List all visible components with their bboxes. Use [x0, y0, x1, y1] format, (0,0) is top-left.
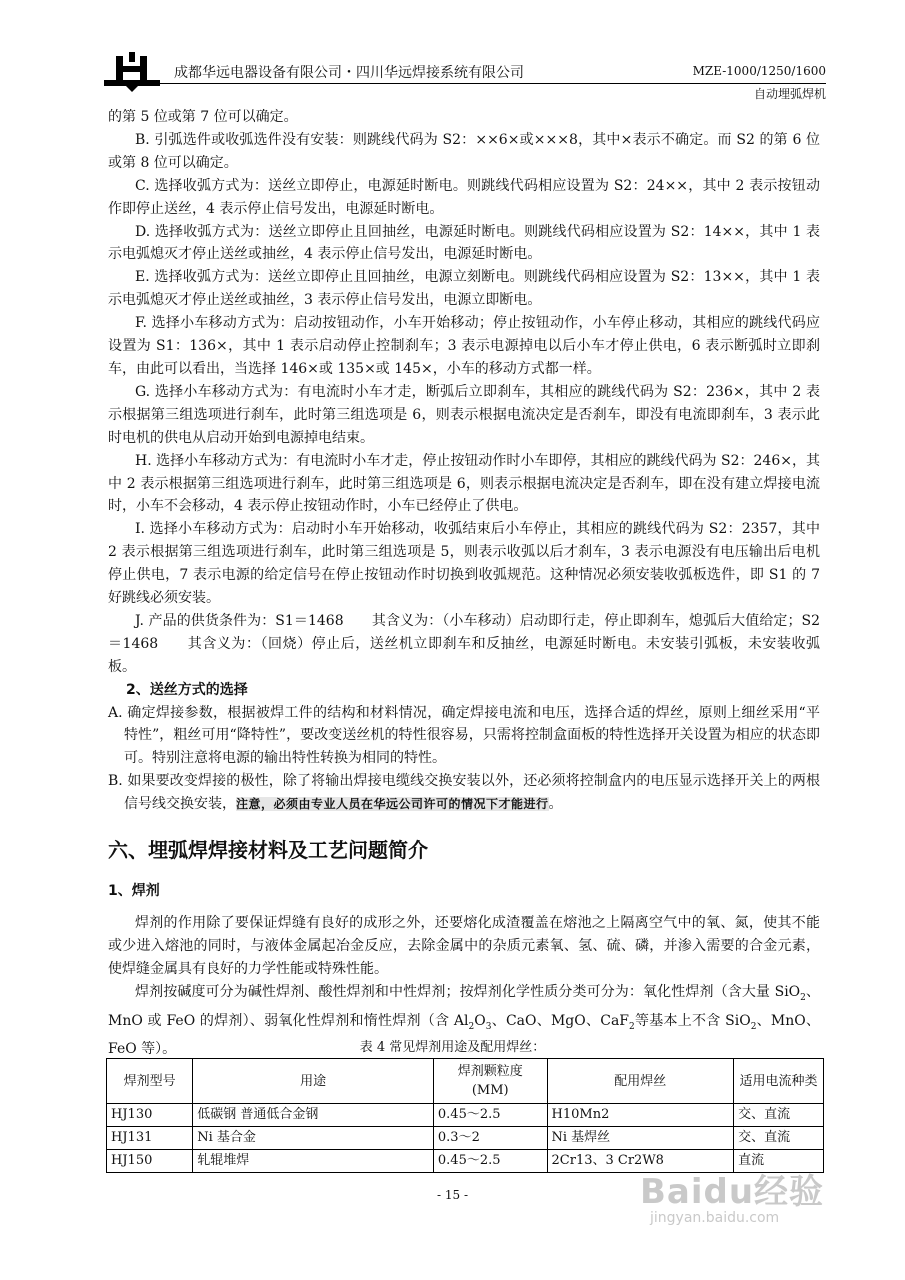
paragraph-d: D. 选择收弧方式为：送丝立即停止且回抽丝，电源延时断电。则跳线代码相应设置为 S2：14××，其中 1 表示电弧熄灭才停止送丝或抽丝，4 表示停止信号发出，电源延时断电。 [108, 223, 820, 263]
watermark-url: jingyan.baidu.com [650, 1210, 780, 1226]
cell: 低碳钢 普通低合金钢 [193, 1104, 434, 1127]
paragraph-flux-1: 焊剂的作用除了要保证焊缝有良好的成形之外，还要熔化成渣覆盖在熔池之上隔离空气中的氧、氮，使其不能或少进入熔池的同时，与液体金属起冶金反应，去除金属中的杂质元素氧、氢、硫、磷，并渗入需要的合金元素，使焊缝金属具有良好的力学性能或特殊性能。 [108, 915, 820, 977]
page-header [104, 52, 826, 112]
col-header-use: 用途 [193, 1059, 434, 1104]
cell: 直流 [734, 1150, 824, 1173]
cell: HJ150 [107, 1150, 193, 1173]
cell: 交、直流 [734, 1127, 824, 1150]
cell: Ni 基合金 [193, 1127, 434, 1150]
page-number: - 15 - [436, 1188, 468, 1202]
paragraph-j: J. 产品的供货条件为：S1＝1468 其含义为：（小车移动）启动即行走，停止即刹车，熄弧后大值给定；S2＝1468 其含义为：（回烧）停止后，送丝机立即刹车和反抽丝，电源延时断电。未安装引弧板，未安装收弧板。 [108, 612, 820, 675]
cell: 交、直流 [734, 1104, 824, 1127]
col-header-wire: 配用焊丝 [547, 1059, 734, 1104]
section-heading-wire-feed: 2、送丝方式的选择 [126, 681, 248, 698]
col-header-granularity: 焊剂颗粒度 (MM) [433, 1059, 547, 1104]
paragraph-h: H. 选择小车移动方式为：有电流时小车才走，停止按钮动作时小车即停，其相应的跳线代码为 S2：246×，其中 2 表示根据第三组选项进行刹车，此时第三组选项是 6，则表示根据电流决定是否刹车，即在没有建立焊接电流时，小车不会移动，4 表示停止按钮动作时，小车已经停止了供电。 [108, 452, 820, 515]
flux-table [106, 1058, 824, 1173]
cell: 2Cr13、3 Cr2W8 [547, 1150, 734, 1173]
paragraph-e: E. 选择收弧方式为：送丝立即停止且回抽丝，电源立刻断电。则跳线代码相应设置为 S2：13××，其中 1 表示电弧熄灭才停止送丝或抽丝，3 表示停止信号发出，电源立即断电。 [108, 269, 820, 309]
flux2-text-c: O [474, 1012, 486, 1029]
table-row [107, 1127, 824, 1150]
subscript: 2 [800, 992, 806, 1003]
flux2-text-d: 、CaO、MgO、CaF [491, 1012, 630, 1029]
paragraph-f: F. 选择小车移动方式为：启动按钮动作，小车开始移动；停止按钮动作，小车停止移动，其相应的跳线代码应设置为 S1：136×，其中 1 表示启动停止控制刹车；3 表示电源掉电以后小车才停止供电，6 表示断弧时立即刹车，由此可以看出，当选择 146×或 135×或 145×，小车的移动方式都一样。 [108, 315, 820, 377]
cell: 0.3～2 [433, 1127, 547, 1150]
paragraph-a2: A. 确定焊接参数，根据被焊工件的结构和材料情况，确定焊接电流和电压，选择合适的焊丝，原则上细丝采用“平特性”，粗丝可用“降特性”，要改变送丝机的特性很容易，只需将控制盒面板的特性选择开关设置为相应的状态即可。特别注意将电源的输出特性转换为相同的特性。 [108, 704, 820, 767]
cell: 0.45～2.5 [433, 1150, 547, 1173]
col-header-model: 焊剂型号 [107, 1059, 193, 1104]
header-model: MZE-1000/1250/1600 [692, 64, 826, 78]
cell: H10Mn2 [547, 1104, 734, 1127]
cell: Ni 基焊丝 [547, 1127, 734, 1150]
subscript: 2 [468, 1021, 475, 1032]
subscript: 3 [485, 1021, 492, 1032]
subscript: 2 [629, 1021, 635, 1032]
header-rule [160, 83, 826, 84]
cell: HJ130 [107, 1104, 193, 1127]
cell: 0.45～2.5 [433, 1104, 547, 1127]
paragraph: 的第 5 位或第 7 位可以确定。 [108, 109, 298, 125]
subsection-heading-flux: 1、焊剂 [108, 883, 160, 900]
baidu-watermark [640, 1164, 850, 1234]
header-company: 成都华远电器设备有限公司・四川华远焊接系统有限公司 [174, 65, 524, 81]
cell: 轧辊堆焊 [193, 1150, 434, 1173]
flux2-text-e: 等基本上不含 SiO [634, 1012, 751, 1029]
company-logo-icon [104, 52, 160, 92]
table-header-row [107, 1059, 824, 1104]
paragraph-b2-text: B. 如果要改变焊接的极性，除了将输出焊接电缆线交换安装以外，还必须将控制盒内的电压显示选择开关上的两根信号线交换安装， [108, 773, 820, 813]
paragraph-b2-end: 。 [548, 796, 563, 813]
table-row [107, 1104, 824, 1127]
watermark-logo: Baidu经验 [640, 1172, 825, 1212]
paragraph-b: B. 引弧选件或收弧选件没有安装：则跳线代码为 S2：××6×或×××8，其中×表示不确定。而 S2 的第 6 位或第 8 位可以确定。 [108, 131, 820, 171]
paragraph-g: G. 选择小车移动方式为：有电流时小车才走，断弧后立即刹车，其相应的跳线代码为 S2：236×，其中 2 表示根据第三组选项进行刹车，此时第三组选项是 6，则表示根据电流决定是否刹车，即没有电流即刹车，3 表示此时电机的供电从启动开始到电源掉电结束。 [108, 383, 820, 446]
flux2-text-b: 、MnO 或 FeO 的焊剂）、弱氧化性焊剂和惰性焊剂（含 Al [108, 983, 821, 1029]
cell: HJ131 [107, 1127, 193, 1150]
warning-note: 注意，必须由专业人员在华远公司许可的情况下才能进行 [236, 797, 549, 812]
col-header-current: 适用电流种类 [734, 1059, 824, 1104]
document-body [108, 106, 820, 1061]
flux2-text-f: 、MnO、FeO 等）。 [108, 1012, 820, 1058]
table-caption: 表 4 常见焊剂用途及配用焊丝： [359, 1040, 546, 1055]
flux2-text-a: 焊剂按碱度可分为碱性焊剂、酸性焊剂和中性焊剂；按焊剂化学性质分类可分为：氧化性焊剂（含大量 SiO [135, 983, 801, 1000]
paragraph-c: C. 选择收弧方式为：送丝立即停止，电源延时断电。则跳线代码相应设置为 S2：24××，其中 2 表示按钮动作即停止送丝，4 表示停止信号发出，电源延时断电。 [108, 177, 820, 217]
paragraph-b2 [108, 770, 820, 816]
paragraph-i: I. 选择小车移动方式为：启动时小车开始移动，收弧结束后小车停止，其相应的跳线代码为 S2：2357，其中 2 表示根据第三组选项进行刹车，此时第三组选项是 5，则表示收弧以后才刹车，3 表示电源没有电压输出后电机停止供电，7 表示电源的给定信号在停止按钮动作时切换到收弧规范。这种情况必须安装收弧板选件，即 S1 的 7 好跳线必须安装。 [108, 521, 820, 607]
subscript: 2 [750, 1021, 757, 1032]
header-product: 自动埋弧焊机 [753, 87, 826, 101]
chapter-heading: 六、埋弧焊焊接材料及工艺问题简介 [108, 838, 428, 863]
